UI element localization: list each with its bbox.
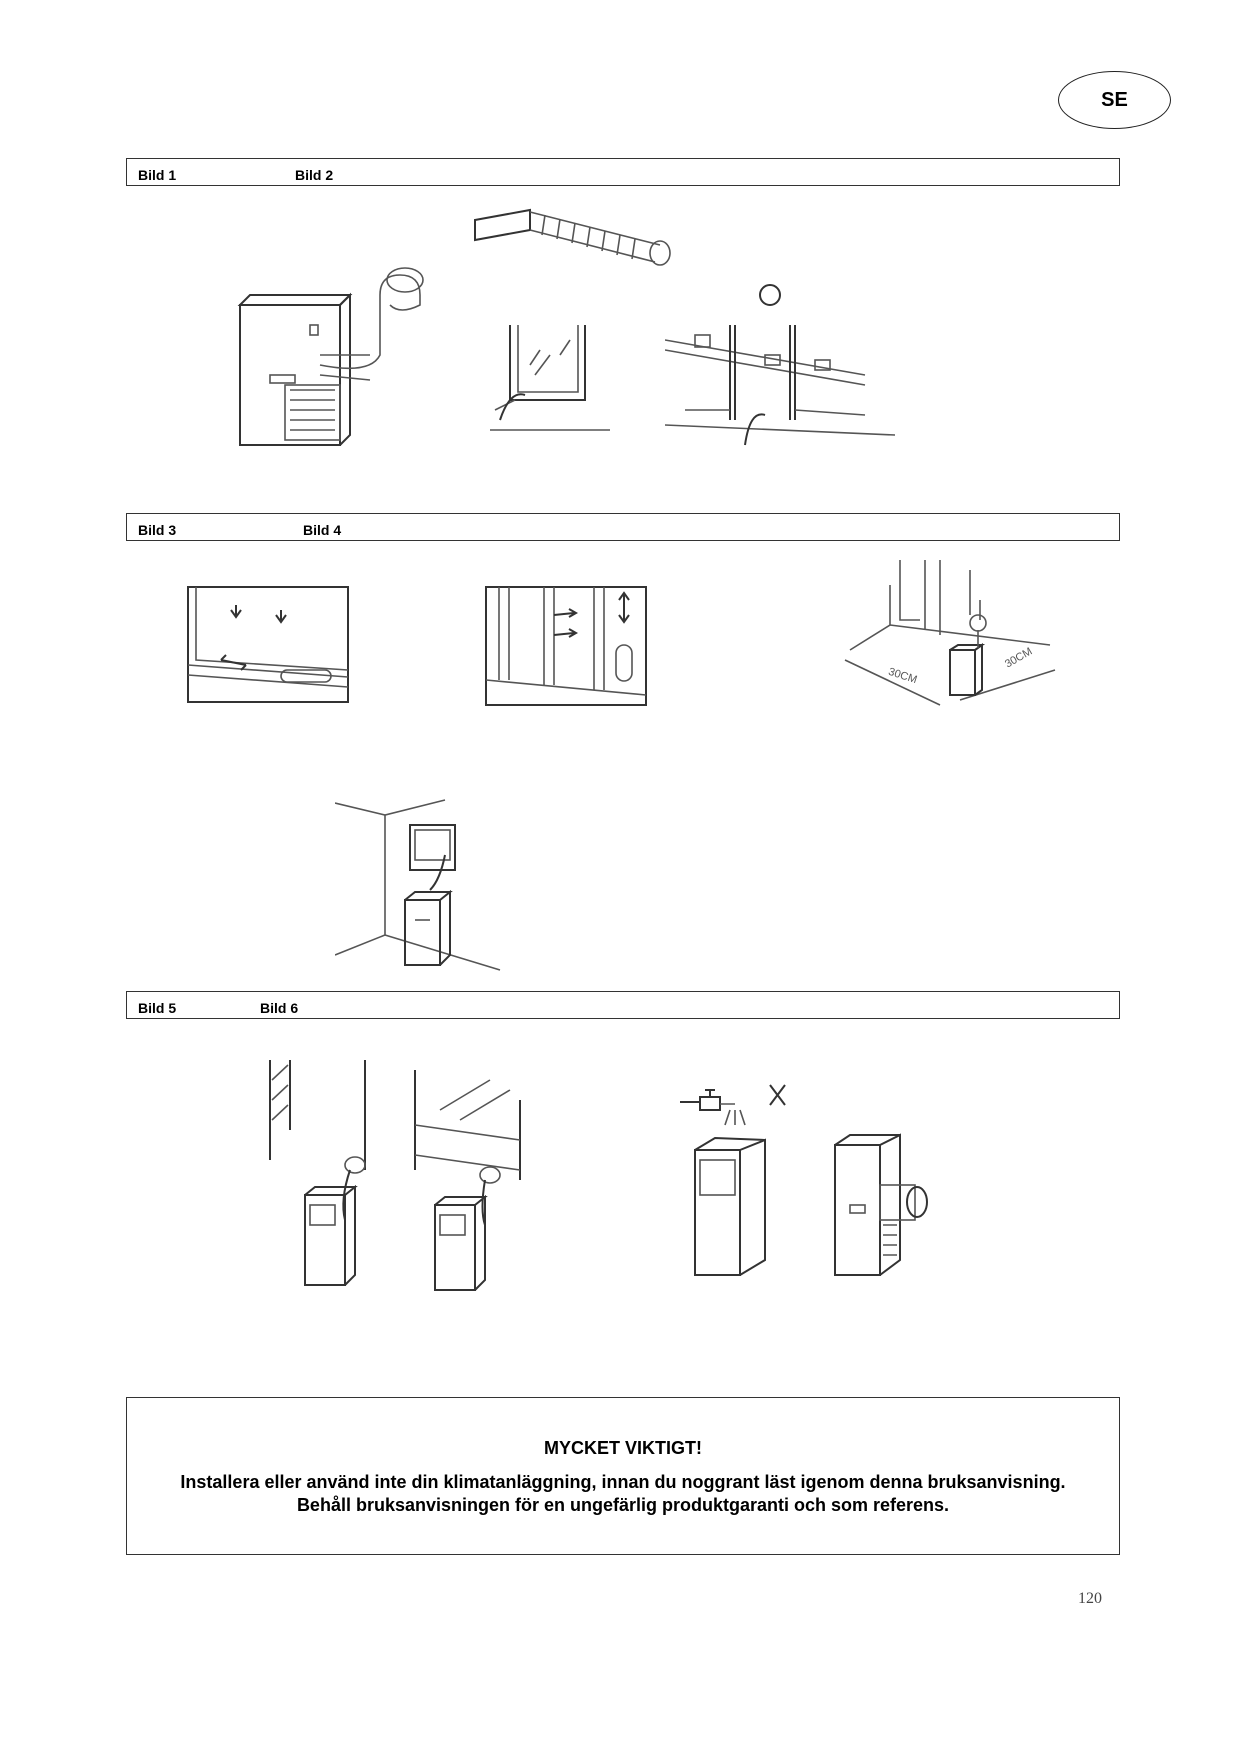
caption-bar-section-3 <box>126 991 1120 1019</box>
figure-room-installation <box>335 795 510 975</box>
caption-bar-section-1 <box>126 158 1120 186</box>
notice-title: MYCKET VIKTIGT! <box>544 1438 702 1458</box>
notice-line-2: Behåll bruksanvisningen för en ungefärlig produktgaranti och som referens. <box>296 1495 950 1515</box>
caption-bild-6: Bild 6 <box>260 1000 299 1016</box>
language-badge: SE <box>1058 71 1171 129</box>
notice-line-1: Installera eller använd inte din klimatanläggning, innan du noggrant läst igenom denna bruksanvisning. <box>180 1472 1066 1492</box>
caption-bild-2: Bild 2 <box>295 167 334 183</box>
caption-bild-1: Bild 1 <box>138 167 177 183</box>
figure-no-water-warning <box>680 1080 800 1280</box>
figure-exhaust-hose <box>470 200 680 280</box>
figure-window-kit-vertical <box>484 585 649 710</box>
label-distance-left: 30CM <box>886 665 919 687</box>
figure-unit-near-window-a <box>260 1060 380 1290</box>
label-distance-right: 30CM <box>1002 645 1035 671</box>
caption-bild-3: Bild 3 <box>138 522 177 538</box>
figure-ac-unit-with-hose <box>230 255 470 455</box>
caption-bild-5: Bild 5 <box>138 1000 177 1016</box>
figure-unit-side-view <box>825 1130 935 1280</box>
caption-bild-4: Bild 4 <box>303 522 342 538</box>
caption-bar-section-2 <box>126 513 1120 541</box>
figure-window-hose-left <box>490 320 610 440</box>
figure-unit-near-window-b <box>410 1070 530 1295</box>
figure-clearance-distances <box>840 560 1060 720</box>
figure-window-kit-horizontal <box>186 585 351 705</box>
important-notice-box <box>126 1397 1120 1555</box>
page-number: 120 <box>1078 1590 1102 1607</box>
figure-window-hose-right <box>665 280 895 450</box>
